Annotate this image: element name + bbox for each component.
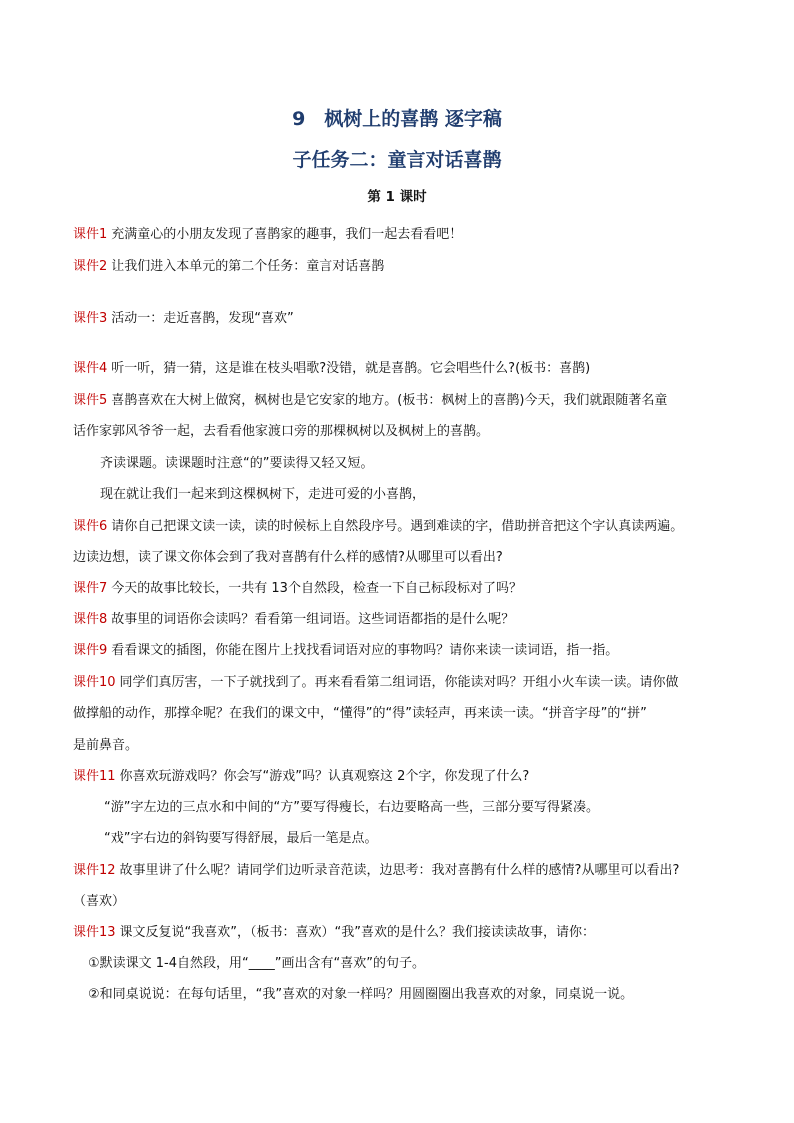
script-line-1 <box>73 226 462 244</box>
script-line-13 <box>73 924 595 942</box>
script-text: 今天的故事比较长，一共有 13个自然段，检查一下自己标段标对了吗？ <box>111 581 522 596</box>
document-title: 9 枫树上的喜鹊 逐字稿 <box>292 108 502 130</box>
script-text: 课文反复说“我喜欢”，（板书：喜欢）“我”喜欢的是什么？我们接读读故事，请你： <box>119 925 595 940</box>
script-line-11-xi <box>104 830 377 848</box>
script-line-transition <box>100 486 425 504</box>
script-text: 同学们真厉害，一下子就找到了。再来看看第二组词语，你能读对吗？开组小火车读一读。请你做 <box>119 675 679 690</box>
slide-tag: 课件13 <box>73 925 116 940</box>
script-text: 请你自己把课文读一读，读的时候标上自然段序号。遇到难读的字，借助拼音把这个字认真读两遍。 <box>111 519 684 534</box>
script-text: 活动一：走近喜鹊，发现“喜欢” <box>111 311 294 326</box>
script-line-12-cont <box>73 893 125 911</box>
script-line-read-title <box>100 455 373 473</box>
script-text: ②和同桌说说：在每句话里，“我”喜欢的对象一样吗？用圆圈圈出我喜欢的对象，同桌说一说。 <box>88 987 634 1002</box>
script-text: ①默读课文 1-4自然段，用“____”画出含有“喜欢”的句子。 <box>88 956 425 971</box>
slide-tag: 课件8 <box>73 612 108 627</box>
script-line-5 <box>73 392 667 410</box>
subtask-title: 子任务二：童言对话喜鹊 <box>292 149 502 171</box>
script-line-10 <box>73 674 679 692</box>
script-line-12 <box>73 862 679 880</box>
script-text: 充满童心的小朋友发现了喜鹊家的趣事，我们一起去看看吧！ <box>111 227 463 242</box>
script-text: 做撑船的动作，那撑伞呢？在我们的课文中，“懂得”的“得”读轻声，再来读一读。“拼音字母”的“拼” <box>73 706 647 721</box>
script-line-5-cont <box>73 423 489 441</box>
script-line-11 <box>73 768 529 786</box>
script-line-11-you <box>104 799 599 817</box>
script-line-6-cont <box>73 549 503 567</box>
script-line-13-step1 <box>88 955 425 973</box>
slide-tag: 课件4 <box>73 361 108 376</box>
script-line-6 <box>73 518 683 536</box>
script-text: 边读边想，读了课文你体会到了我对喜鹊有什么样的感情?从哪里可以看出? <box>73 550 503 565</box>
script-line-4 <box>73 360 590 378</box>
script-line-10-cont <box>73 705 647 723</box>
script-text: 你喜欢玩游戏吗？你会写“游戏”吗？认真观察这 2个字，你发现了什么? <box>119 769 530 784</box>
slide-tag: 课件12 <box>73 863 116 878</box>
script-text: 现在就让我们一起来到这棵枫树下，走进可爱的小喜鹊， <box>100 487 426 502</box>
script-text: “戏”字右边的斜钩要写得舒展，最后一笔是点。 <box>104 831 378 846</box>
slide-tag: 课件10 <box>73 675 116 690</box>
script-line-13-step2 <box>88 986 633 1004</box>
script-line-9 <box>73 642 618 660</box>
script-text: 是前鼻音。 <box>73 738 139 753</box>
script-text: 听一听，猜一猜，这是谁在枝头唱歌?没错，就是喜鹊。它会唱些什么?(板书：喜鹊) <box>111 361 591 376</box>
slide-tag: 课件7 <box>73 581 108 596</box>
lesson-label: 第 1 课时 <box>367 189 427 205</box>
script-text: 故事里的词语你会读吗？看看第一组词语。这些词语都指的是什么呢？ <box>111 612 515 627</box>
script-text: 齐读课题。读课题时注意“的”要读得又轻又短。 <box>100 456 374 471</box>
script-text: 故事里讲了什么呢？请同学们边听录音范读，边思考：我对喜鹊有什么样的感情?从哪里可以看出? <box>119 863 680 878</box>
slide-tag: 课件2 <box>73 259 108 274</box>
script-text: “游”字左边的三点水和中间的“方”要写得瘦长，右边要略高一些，三部分要写得紧凑。 <box>104 800 599 815</box>
slide-tag: 课件6 <box>73 519 108 534</box>
slide-tag: 课件11 <box>73 769 116 784</box>
slide-tag: 课件9 <box>73 643 108 658</box>
script-line-10-cont2 <box>73 737 138 755</box>
script-text: （喜欢） <box>73 894 126 909</box>
script-text: 让我们进入本单元的第二个任务：童言对话喜鹊 <box>111 259 385 274</box>
slide-tag: 课件3 <box>73 311 108 326</box>
script-text: 话作家郭风爷爷一起，去看看他家渡口旁的那棵枫树以及枫树上的喜鹊。 <box>73 424 490 439</box>
script-line-3 <box>73 310 294 328</box>
script-line-8 <box>73 611 514 629</box>
script-text: 喜鹊喜欢在大树上做窝，枫树也是它安家的地方。(板书：枫树上的喜鹊)今天，我们就跟随著名童 <box>111 393 668 408</box>
script-line-2 <box>73 258 384 276</box>
script-text: 看看课文的插图，你能在图片上找找看词语对应的事物吗？请你来读一读词语，指一指。 <box>111 643 619 658</box>
slide-tag: 课件1 <box>73 227 108 242</box>
slide-tag: 课件5 <box>73 393 108 408</box>
script-line-7 <box>73 580 522 598</box>
